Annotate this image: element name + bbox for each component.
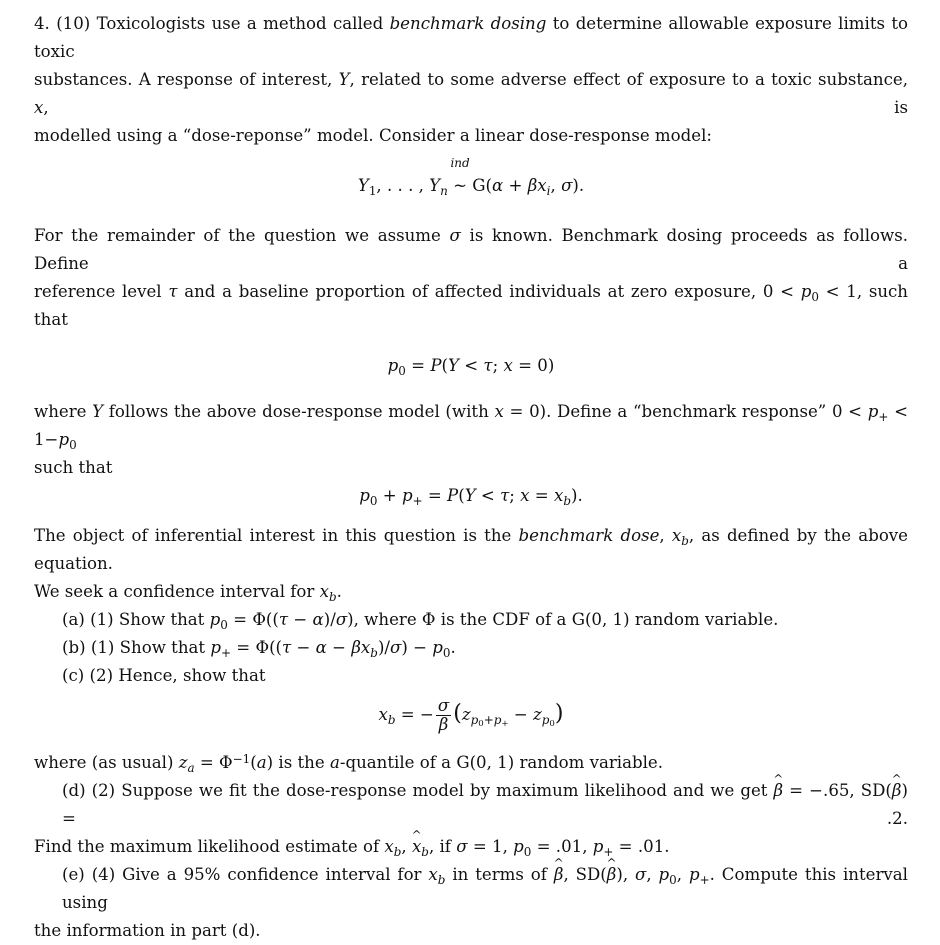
para4-line-1: The object of inferential interest in this question is the benchmark dose, $x_b$, as defined by the above equation. [34,526,909,573]
para2-line-2: reference level τ and a baseline proportion of affected individuals at zero exposure, $0 < p_0 < 1$, such that [34,282,908,329]
part-e-label: (e) [62,865,85,884]
intro-line-2: substances. A response of interest, Y, related to some adverse effect of exposure to a toxic substance, x, is [34,70,908,117]
ind-label: ind [450,156,470,170]
para4-line-2: We seek a confidence interval for $x_b$. [34,582,342,604]
xb-equation: $x_b$ = − $\frac{\sigma}{\beta}$ $(z_{p_0+p_+} - z_{p_0})$ [378,696,564,734]
intro-line-3: modelled using a “dose-reponse” model. Consider a linear dose-response model: [34,126,713,145]
part-d-line-1: (d) (2) Suppose we fit the dose-response model by maximum likelihood and we get ^ β = −.65, SD(^ β) = .2. [34,777,908,833]
part-d-line-2: Find the maximum likelihood estimate of $x_b$, ^ $x_b$, if σ = 1, $p_0 = .01$, $p_+ = .01$. [34,833,908,861]
part-a: (a) (1) Show that $p_0 = \Phi((\tau - \alpha)/\sigma)$, where Φ is the CDF of a G(0, 1) random variable. [62,610,779,632]
intro-line-1: 4. (10) Toxicologists use a method called benchmark dosing to determine allowable exposure limits to toxic [34,14,909,61]
benchmark-equation: $p_0 + p_+ = P(Y < \tau$; $x = x_b$). [359,486,583,508]
part-e-points: (4) [91,865,116,884]
question-points: (10) [56,14,91,33]
part-d-points: (2) [91,781,116,800]
ind-tilde: ind ~ [450,156,470,195]
para3-line-1: where Y follows the above dose-response model (with x = 0). Define a “benchmark response” $0 < p_+ < 1-p_0$ [34,402,908,452]
sigma-over-beta: $\frac{\sigma}{\beta}$ [437,696,450,734]
para2-line-1: For the remainder of the question we assume σ is known. Benchmark dosing proceeds as follows. Define a [34,226,908,273]
question-number: 4. [34,14,50,33]
za-definition: where (as usual) $z_a = \Phi^{-1}(a)$ is the a-quantile of a G(0, 1) random variable. [34,751,664,775]
para3-line-2: such that [34,458,113,477]
part-c-label: (c) [62,666,85,685]
part-e-line-2: the information in part (d). [34,921,261,940]
model-equation: $Y_1$, . . . , $Y_n$ ind ~ $G(\alpha + \beta x_i$, σ). [34,172,908,200]
part-b: (b) (1) Show that $p_+ = \Phi((\tau - \alpha - \beta x_b)/\sigma) - p_0$. [62,638,456,660]
part-b-points: (1) [90,638,115,657]
part-a-label: (a) [62,610,85,629]
part-c: (c) (2) Hence, show that [62,666,266,685]
part-a-points: (1) [90,610,114,629]
part-c-points: (2) [89,666,114,685]
part-b-label: (b) [62,638,86,657]
part-d-label: (d) [62,781,86,800]
part-e-line-1: (e) (4) Give a 95% confidence interval for $x_b$ in terms of ^ β, SD(^ β), σ, $p_0$, $p_+$. Compute this interval using [34,861,908,917]
p0-equation: $p_0 = P(Y < \tau$; x = 0) [387,356,555,378]
